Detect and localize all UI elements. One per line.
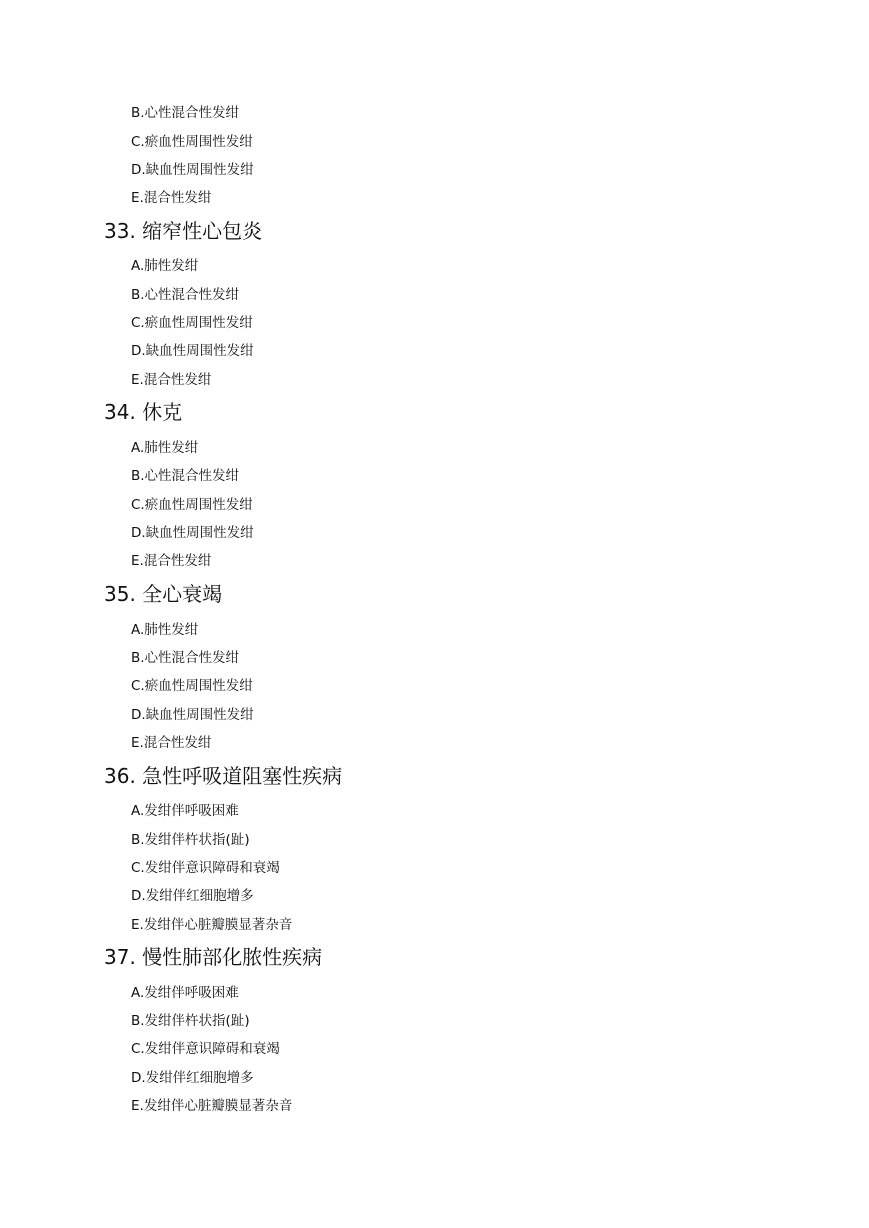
option-b: B.心性混合性发绀 [131,650,240,666]
option-d: D.缺血性周围性发绀 [131,707,254,723]
question-title: 34. 休克 [104,400,183,424]
option-c: C.瘀血性周围性发绀 [131,315,253,331]
option-e: E.混合性发绀 [131,372,212,388]
option-c: C.瘀血性周围性发绀 [131,497,253,513]
option-b: B.心性混合性发绀 [131,105,240,121]
question-title: 33. 缩窄性心包炎 [104,219,263,243]
option-a: A.肺性发绀 [131,440,199,456]
question-title: 36. 急性呼吸道阻塞性疾病 [104,764,343,788]
option-d: D.缺血性周围性发绀 [131,525,254,541]
option-e: E.混合性发绀 [131,553,212,569]
option-b: B.发绀伴杵状指(趾) [131,1013,250,1029]
question-title: 37. 慢性肺部化脓性疾病 [104,945,323,969]
option-a: A.发绀伴呼吸困难 [131,803,239,819]
question-title: 35. 全心衰竭 [104,582,223,606]
option-e: E.混合性发绀 [131,190,212,206]
option-a: A.发绀伴呼吸困难 [131,985,239,1001]
option-e: E.发绀伴心脏瓣膜显著杂音 [131,917,293,933]
option-b: B.心性混合性发绀 [131,287,240,303]
option-d: D.发绀伴红细胞增多 [131,1070,254,1086]
option-a: A.肺性发绀 [131,622,199,638]
option-c: C.瘀血性周围性发绀 [131,134,253,150]
option-c: C.发绀伴意识障碍和衰竭 [131,1041,280,1057]
option-d: D.发绀伴红细胞增多 [131,888,254,904]
option-a: A.肺性发绀 [131,258,199,274]
option-e: E.发绀伴心脏瓣膜显著杂音 [131,1098,293,1114]
option-c: C.发绀伴意识障碍和衰竭 [131,860,280,876]
option-d: D.缺血性周围性发绀 [131,162,254,178]
option-d: D.缺血性周围性发绀 [131,343,254,359]
option-b: B.心性混合性发绀 [131,468,240,484]
option-c: C.瘀血性周围性发绀 [131,678,253,694]
option-e: E.混合性发绀 [131,735,212,751]
option-b: B.发绀伴杵状指(趾) [131,832,250,848]
